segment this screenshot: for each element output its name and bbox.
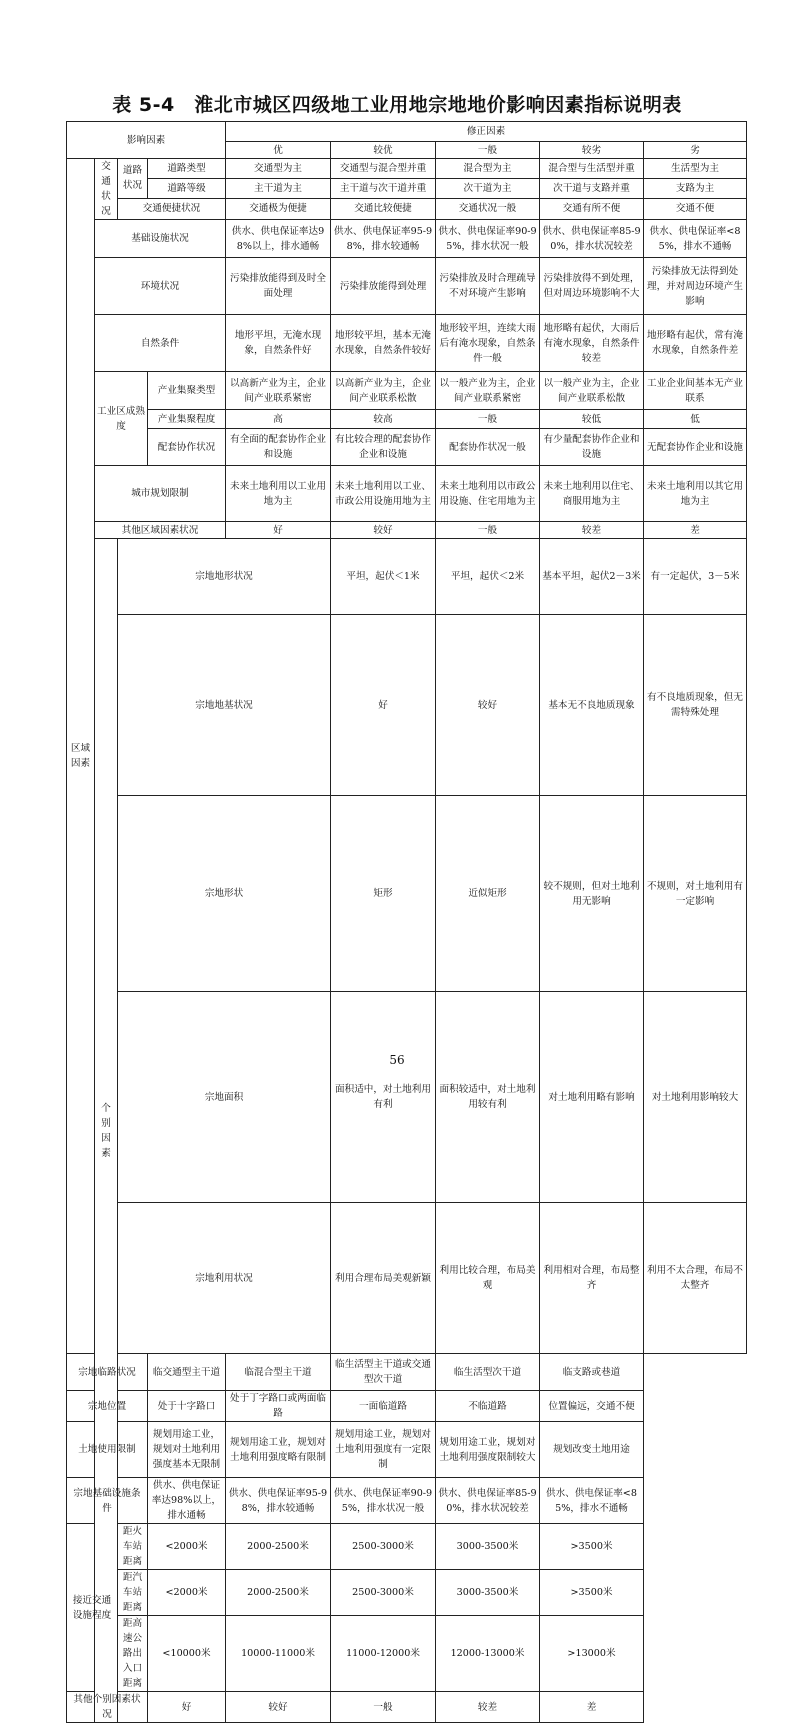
table-cell: 主干道为主: [226, 178, 331, 198]
grade-header: 较劣: [540, 142, 644, 159]
table-cell: 支路为主: [644, 178, 747, 198]
table-cell: 交通状况一般: [436, 198, 540, 219]
page-number: 56: [389, 1053, 405, 1067]
table-cell: 污染排放得不到处理，但对周边环境影响不大: [540, 258, 644, 315]
table-cell: 一般: [436, 522, 540, 539]
table-cell: <10000米: [148, 1616, 226, 1692]
table-cell: 供水、供电保证率95-98%，排水较通畅: [226, 1478, 331, 1524]
table-cell: 好: [148, 1692, 226, 1723]
table-cell: 交通型与混合型并重: [331, 159, 436, 179]
table-cell: 地形略有起伏，常有淹水现象，自然条件差: [644, 315, 747, 372]
table-cell: 一般: [436, 410, 540, 429]
table-cell: 以高新产业为主，企业间产业联系松散: [331, 372, 436, 410]
table-cell: <2000米: [148, 1524, 226, 1570]
table-cell: 地形较平坦，连续大雨后有淹水现象，自然条件一般: [436, 315, 540, 372]
table-cell: 近似矩形: [436, 796, 540, 992]
table-cell: 较差: [436, 1692, 540, 1723]
table-cell: 工业企业间基本无产业联系: [644, 372, 747, 410]
table-cell: 矩形: [331, 796, 436, 992]
table-cell: 临混合型主干道: [226, 1354, 331, 1391]
table-cell: 未来土地利用以工业、市政公用设施用地为主: [331, 466, 436, 522]
row-label: 宗地位置: [67, 1391, 148, 1422]
table-cell: 一面临道路: [331, 1391, 436, 1422]
row-label: 自然条件: [95, 315, 226, 372]
table-cell: <2000米: [148, 1570, 226, 1616]
table-cell: 差: [644, 522, 747, 539]
header-correction: 修正因素: [226, 122, 747, 142]
row-label: 距火车站距离: [118, 1524, 148, 1570]
table-cell: 低: [644, 410, 747, 429]
table-cell: 临交通型主干道: [148, 1354, 226, 1391]
table-cell: 污染排放及时合理疏导不对环境产生影响: [436, 258, 540, 315]
row-label: 其他个别因素状况: [67, 1692, 148, 1723]
row-label: 距高速公路出入口距离: [118, 1616, 148, 1692]
table-cell: 平坦，起伏＜1米: [331, 539, 436, 615]
table-cell: >3500米: [540, 1524, 644, 1570]
table-cell: 面积适中，对土地利用有利: [331, 992, 436, 1203]
table-cell: 供水、供电保证率90-95%，排水状况一般: [331, 1478, 436, 1524]
row-label: 城市规划限制: [95, 466, 226, 522]
table-cell: 交通不便: [644, 198, 747, 219]
row-label: 产业集聚程度: [148, 410, 226, 429]
table-cell: 交通极为便捷: [226, 198, 331, 219]
table-cell: 有全面的配套协作企业和设施: [226, 429, 331, 466]
table-cell: 混合型与生活型并重: [540, 159, 644, 179]
table-cell: 较不规则，但对土地利用无影响: [540, 796, 644, 992]
table-cell: 基本无不良地质现象: [540, 615, 644, 796]
table-cell: 利用比较合理，布局美观: [436, 1203, 540, 1354]
table-cell: 地形略有起伏，大雨后有淹水现象，自然条件较差: [540, 315, 644, 372]
table-cell: 规划用途工业，规划对土地利用强度基本无限制: [148, 1422, 226, 1478]
row-label: 环境状况: [95, 258, 226, 315]
table-cell: 有少量配套协作企业和设施: [540, 429, 644, 466]
table-cell: 配套协作状况一般: [436, 429, 540, 466]
table-cell: 混合型为主: [436, 159, 540, 179]
row-label: 道路等级: [148, 178, 226, 198]
table-cell: 3000-3500米: [436, 1570, 540, 1616]
table-cell: 较差: [540, 522, 644, 539]
table-cell: 未来土地利用以其它用地为主: [644, 466, 747, 522]
table-cell: 供水、供电保证率95-98%，排水较通畅: [331, 220, 436, 258]
table-cell: 对土地利用略有影响: [540, 992, 644, 1203]
table-cell: 较好: [331, 522, 436, 539]
table-cell: 好: [331, 615, 436, 796]
table-cell: 未来土地利用以住宅、商服用地为主: [540, 466, 644, 522]
row-label: 交通便捷状况: [118, 198, 226, 219]
table-cell: 供水、供电保证率85-90%，排水状况较差: [436, 1478, 540, 1524]
grade-header: 劣: [644, 142, 747, 159]
table-cell: 以一般产业为主，企业间产业联系松散: [540, 372, 644, 410]
row-label: 宗地面积: [118, 992, 331, 1203]
table-title: 表 5-4 淮北市城区四级地工业用地宗地地价影响因素指标说明表: [112, 94, 682, 116]
table-cell: 差: [540, 1692, 644, 1723]
row-label: 距汽车站距离: [118, 1570, 148, 1616]
table-cell: 临生活型次干道: [436, 1354, 540, 1391]
table-cell: 位置偏远，交通不便: [540, 1391, 644, 1422]
table-cell: 处于十字路口: [148, 1391, 226, 1422]
table-cell: 不规则，对土地利用有一定影响: [644, 796, 747, 992]
table-cell: 交通有所不便: [540, 198, 644, 219]
group-access: 接近交通设施程度: [67, 1524, 118, 1692]
row-label: 宗地地基状况: [118, 615, 331, 796]
table-cell: 处于丁字路口或两面临路: [226, 1391, 331, 1422]
row-label: 宗地地形状况: [118, 539, 331, 615]
table-cell: 3000-3500米: [436, 1524, 540, 1570]
table-cell: 2500-3000米: [331, 1524, 436, 1570]
table-cell: 高: [226, 410, 331, 429]
row-label: 其他区域因素状况: [95, 522, 226, 539]
group-individual: 个别因素: [95, 539, 118, 1723]
table-cell: >13000米: [540, 1616, 644, 1692]
table-cell: 交通比较便捷: [331, 198, 436, 219]
table-cell: 主干道与次干道并重: [331, 178, 436, 198]
row-label: 宗地利用状况: [118, 1203, 331, 1354]
grade-header: 优: [226, 142, 331, 159]
table-cell: 面积较适中，对土地利用较有利: [436, 992, 540, 1203]
table-cell: 供水、供电保证率<85%，排水不通畅: [540, 1478, 644, 1524]
table-cell: 交通型为主: [226, 159, 331, 179]
table-cell: 规划改变土地用途: [540, 1422, 644, 1478]
group-traffic: 交通状况: [95, 159, 118, 220]
table-cell: 地形平坦，无淹水现象，自然条件好: [226, 315, 331, 372]
table-cell: 污染排放无法得到处理，并对周边环境产生影响: [644, 258, 747, 315]
table-cell: 规划用途工业，规划对土地利用强度限制较大: [436, 1422, 540, 1478]
table-cell: 有比较合理的配套协作企业和设施: [331, 429, 436, 466]
table-cell: 平坦，起伏＜2米: [436, 539, 540, 615]
table-cell: 基本平坦，起伏2－3米: [540, 539, 644, 615]
table-cell: 供水、供电保证率达98%以上，排水通畅: [148, 1478, 226, 1524]
header-factors: 影响因素: [67, 122, 226, 159]
table-cell: >3500米: [540, 1570, 644, 1616]
table-cell: 对土地利用影响较大: [644, 992, 747, 1203]
table-cell: 较低: [540, 410, 644, 429]
row-label: 基础设施状况: [95, 220, 226, 258]
table-cell: 不临道路: [436, 1391, 540, 1422]
table-cell: 生活型为主: [644, 159, 747, 179]
group-road-condition: 道路状况: [118, 159, 148, 199]
table-cell: 11000-12000米: [331, 1616, 436, 1692]
row-label: 土地使用限制: [67, 1422, 148, 1478]
table-cell: 供水、供电保证率达98%以上，排水通畅: [226, 220, 331, 258]
table-cell: 利用不太合理，布局不太整齐: [644, 1203, 747, 1354]
table-cell: 无配套协作企业和设施: [644, 429, 747, 466]
table-cell: 地形较平坦，基本无淹水现象，自然条件较好: [331, 315, 436, 372]
table-cell: 较好: [226, 1692, 331, 1723]
table-cell: 供水、供电保证率<85%，排水不通畅: [644, 220, 747, 258]
table-cell: 次干道为主: [436, 178, 540, 198]
table-cell: 未来土地利用以市政公用设施、住宅用地为主: [436, 466, 540, 522]
row-label: 宗地临路状况: [67, 1354, 148, 1391]
group-industrial: 工业区成熟度: [95, 372, 148, 466]
table-cell: 2000-2500米: [226, 1524, 331, 1570]
table-cell: 有不良地质现象，但无需特殊处理: [644, 615, 747, 796]
table-cell: 利用合理布局美观新颖: [331, 1203, 436, 1354]
grade-header: 一般: [436, 142, 540, 159]
table-cell: 2500-3000米: [331, 1570, 436, 1616]
table-cell: 次干道与支路并重: [540, 178, 644, 198]
table-cell: 供水、供电保证率85-90%，排水状况较差: [540, 220, 644, 258]
table-cell: 以一般产业为主，企业间产业联系紧密: [436, 372, 540, 410]
row-label: 宗地基础设施条件: [67, 1478, 148, 1524]
table-cell: 较好: [436, 615, 540, 796]
table-cell: 临生活型主干道或交通型次干道: [331, 1354, 436, 1391]
table-cell: 较高: [331, 410, 436, 429]
table-cell: 10000-11000米: [226, 1616, 331, 1692]
table-cell: 污染排放能得到及时全面处理: [226, 258, 331, 315]
table-cell: 以高新产业为主，企业间产业联系紧密: [226, 372, 331, 410]
table-cell: 利用相对合理，布局整齐: [540, 1203, 644, 1354]
row-label: 道路类型: [148, 159, 226, 179]
table-cell: 有一定起伏，3－5米: [644, 539, 747, 615]
table-cell: 供水、供电保证率90-95%，排水状况一般: [436, 220, 540, 258]
table-cell: 临支路或巷道: [540, 1354, 644, 1391]
table-cell: 2000-2500米: [226, 1570, 331, 1616]
table-cell: 好: [226, 522, 331, 539]
table-cell: 未来土地利用以工业用地为主: [226, 466, 331, 522]
table-cell: 12000-13000米: [436, 1616, 540, 1692]
table-cell: 规划用途工业，规划对土地利用强度有一定限制: [331, 1422, 436, 1478]
table-cell: 一般: [331, 1692, 436, 1723]
table-cell: 污染排放能得到处理: [331, 258, 436, 315]
row-label: 产业集聚类型: [148, 372, 226, 410]
group-regional: 区域因素: [67, 159, 95, 1354]
row-label: 宗地形状: [118, 796, 331, 992]
row-label: 配套协作状况: [148, 429, 226, 466]
factor-table: [66, 121, 747, 1723]
grade-header: 较优: [331, 142, 436, 159]
table-cell: 规划用途工业，规划对土地利用强度略有限制: [226, 1422, 331, 1478]
